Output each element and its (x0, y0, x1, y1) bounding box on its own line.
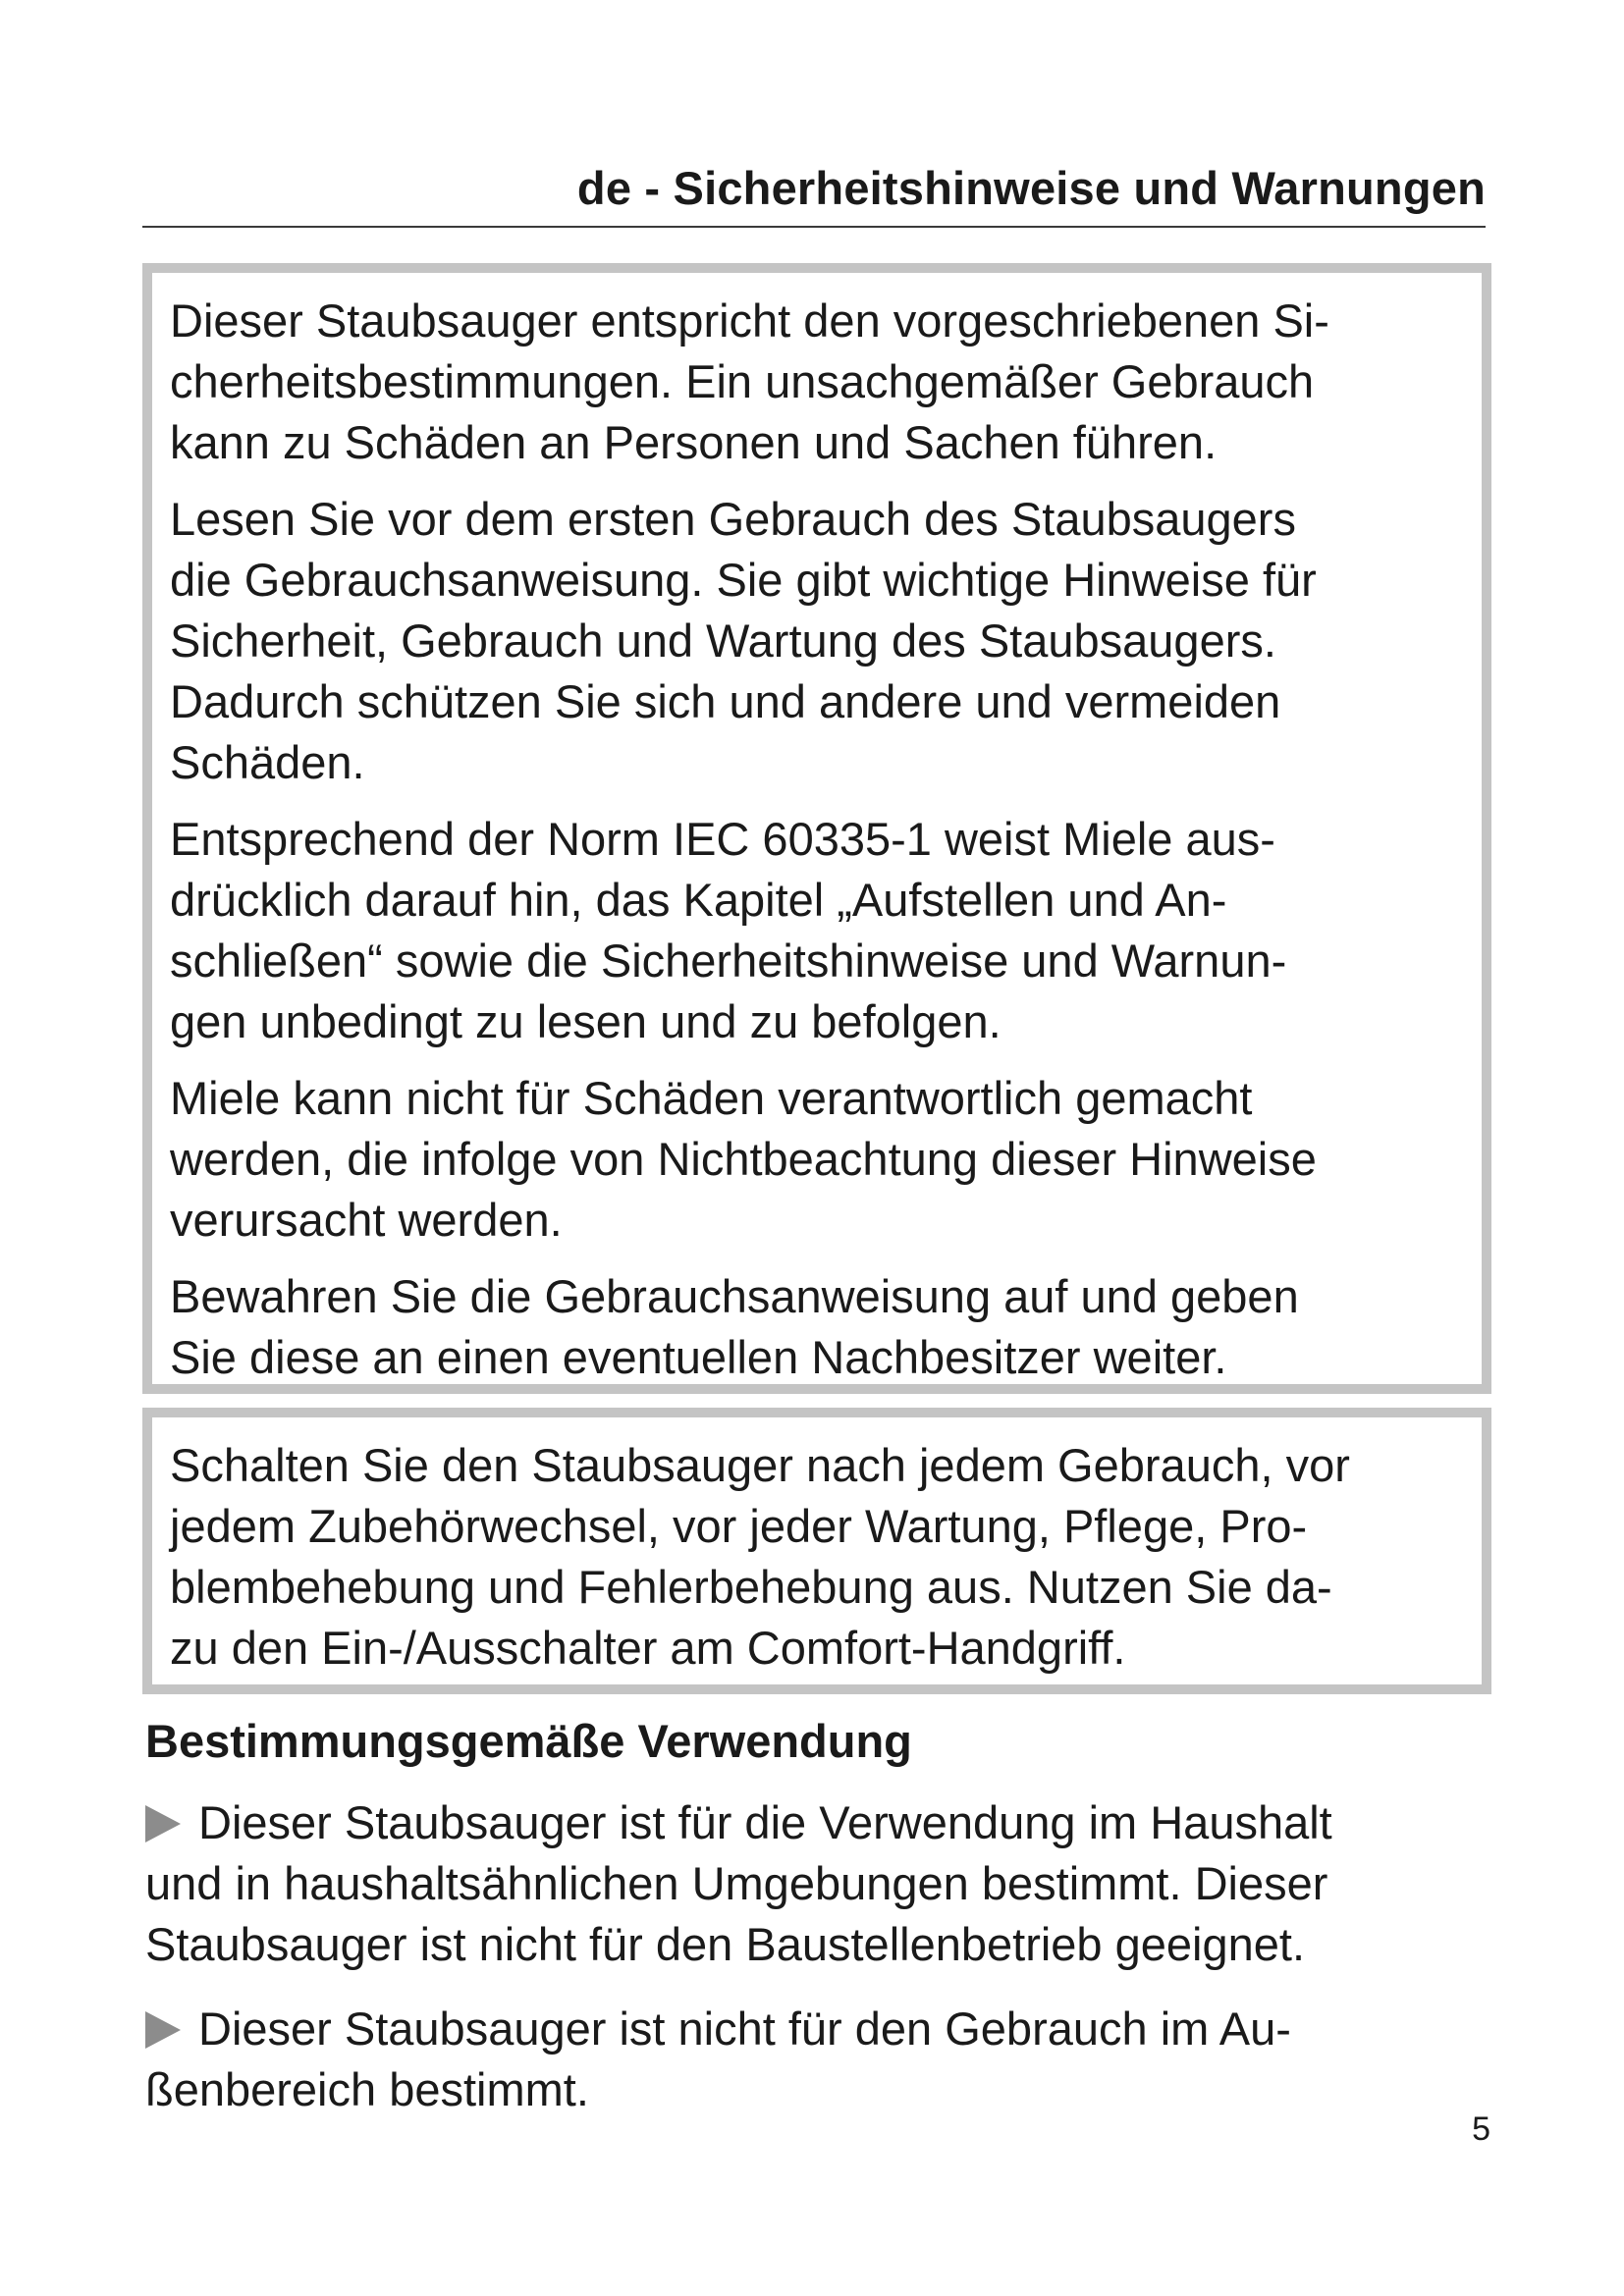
notice-paragraph: Dieser Staubsauger entspricht den vorgeschriebenen Si- cherheitsbestimmungen. Ein unsachgemäßer Gebrauch kann zu Schäden an Personen und Sachen führen. (170, 294, 1329, 468)
switch-off-notice-box (142, 1408, 1491, 1694)
notice-paragraph: Lesen Sie vor dem ersten Gebrauch des Staubsaugers die Gebrauchsanweisung. Sie gibt wichtige Hinweise für Sicherheit, Gebrauch und Wartung des Staubsaugers. Dadurch schützen Sie sich und andere und vermeiden Schäden. (170, 493, 1317, 788)
notice-paragraph: Schalten Sie den Staubsauger nach jedem Gebrauch, vor jedem Zubehörwechsel, vor jeder Wartung, Pflege, Pro- blembehebung und Fehlerbehebung aus. Nutzen Sie da- zu den Ein-/Ausschalter am Comfort-Handgriff. (170, 1439, 1350, 1674)
section-heading: Bestimmungsgemäße Verwendung (145, 1715, 912, 1767)
bullet-text: Dieser Staubsauger ist nicht für den Gebrauch im Au- ßenbereich bestimmt. (145, 2002, 1291, 2115)
page-title: de - Sicherheitshinweise und Warnungen (576, 162, 1486, 214)
triangle-right-icon (145, 2011, 181, 2049)
bullet-text: Dieser Staubsauger ist für die Verwendung im Haushalt und in haushaltsähnlichen Umgebungen bestimmt. Dieser Staubsauger ist nicht für den Baustellenbetrieb geeignet. (145, 1796, 1332, 1970)
bullet-item (145, 1792, 1490, 1975)
triangle-right-icon (145, 1805, 181, 1842)
page-header (142, 147, 1486, 228)
notice-paragraph: Bewahren Sie die Gebrauchsanweisung auf und geben Sie diese an einen eventuellen Nachbesitzer weiter. (170, 1270, 1299, 1383)
safety-notice-box (142, 263, 1491, 1394)
bullet-item (145, 1999, 1490, 2120)
notice-paragraph: Entsprechend der Norm IEC 60335-1 weist Miele aus- drücklich darauf hin, das Kapitel „Aufstellen und An- schließen“ sowie die Sicherheitshinweise und Warnun- gen unbedingt zu lesen und zu befolgen. (170, 813, 1287, 1047)
page-number: 5 (1472, 2110, 1490, 2148)
notice-paragraph: Miele kann nicht für Schäden verantwortlich gemacht werden, die infolge von Nichtbeachtung dieser Hinweise verursacht werden. (170, 1072, 1317, 1246)
